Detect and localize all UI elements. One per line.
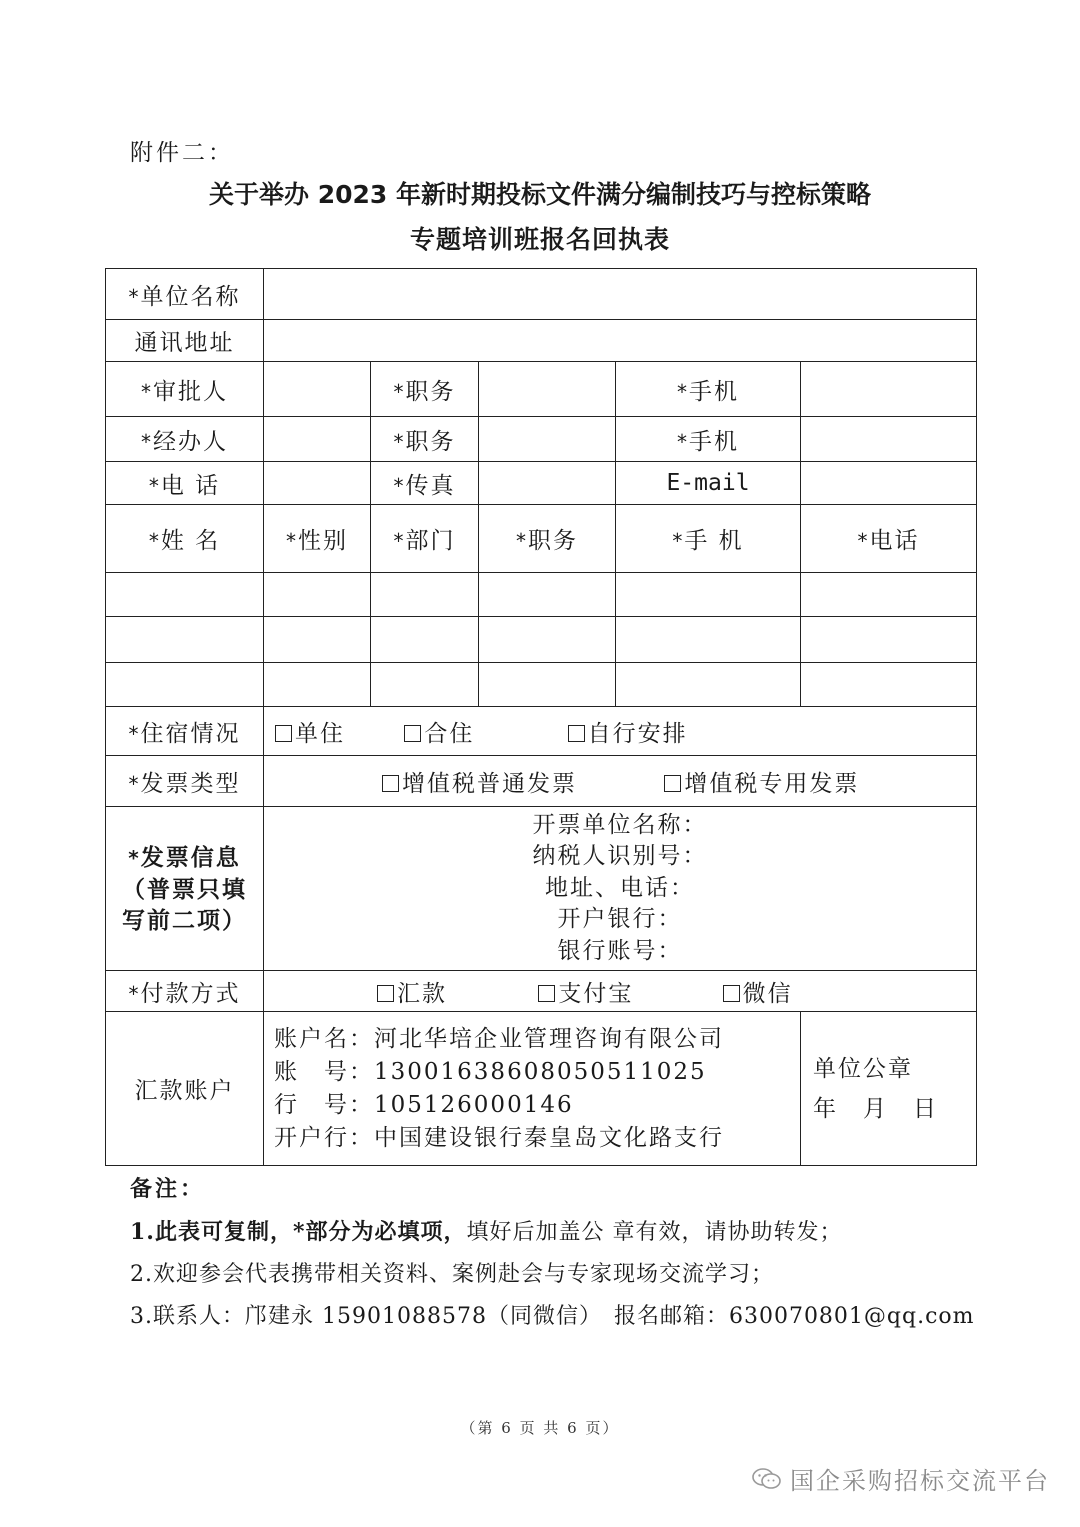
- wechat-icon: [752, 1467, 782, 1491]
- notes-section: [130, 1172, 975, 1338]
- invoice-info-note: （普票只填写前二项）: [122, 875, 247, 934]
- attendee-phone-cell[interactable]: [801, 663, 977, 707]
- seal-date: 年 月 日: [813, 1095, 938, 1122]
- attendee-gender-cell[interactable]: [264, 573, 371, 617]
- checkbox-icon[interactable]: [275, 725, 292, 742]
- address-field[interactable]: [264, 320, 977, 362]
- payment-option-wechat[interactable]: 微信: [723, 975, 793, 1008]
- invoice-field-address-phone[interactable]: 地址、电话：: [545, 874, 696, 901]
- approver-position-label: *职务: [371, 362, 479, 417]
- checkbox-icon[interactable]: [377, 985, 394, 1002]
- accommodation-options: [264, 707, 977, 756]
- invoice-info-label: *发票信息 （普票只填写前二项）: [106, 807, 264, 971]
- unit-name-label: *单位名称: [106, 269, 264, 320]
- unit-name-field[interactable]: [264, 269, 977, 320]
- approver-field[interactable]: [264, 362, 371, 417]
- row-unit-name: [106, 269, 977, 320]
- attendee-name-cell[interactable]: [106, 663, 264, 707]
- invoice-type-label: *发票类型: [106, 756, 264, 807]
- invoice-type-option-normal[interactable]: 增值税普通发票: [382, 765, 577, 798]
- attendee-mobile-cell[interactable]: [616, 617, 801, 663]
- seal-area[interactable]: [801, 1012, 977, 1166]
- attendee-name-header: *姓 名: [106, 505, 264, 573]
- accommodation-label: *住宿情况: [106, 707, 264, 756]
- approver-mobile-label: *手机: [616, 362, 801, 417]
- handler-position-field[interactable]: [479, 417, 616, 462]
- seal-label: 单位公章: [813, 1055, 913, 1082]
- remit-label: 汇款账户: [106, 1012, 264, 1166]
- row-remittance: [106, 1012, 977, 1166]
- attendee-header-row: [106, 505, 977, 573]
- checkbox-icon[interactable]: [664, 775, 681, 792]
- row-payment: [106, 971, 977, 1012]
- approver-position-field[interactable]: [479, 362, 616, 417]
- form-title-line1: 关于举办 2023 年新时期投标文件满分编制技巧与控标策略: [209, 180, 871, 209]
- handler-field[interactable]: [264, 417, 371, 462]
- checkbox-icon[interactable]: [382, 775, 399, 792]
- attendee-department-cell[interactable]: [371, 663, 479, 707]
- attendee-position-cell[interactable]: [479, 573, 616, 617]
- note-item-2: 2.欢迎参会代表携带相关资料、案例赴会与专家现场交流学习；: [130, 1262, 774, 1287]
- bank-account-name: 账户名：河北华培企业管理咨询有限公司: [274, 1025, 724, 1052]
- phone-label: *电 话: [106, 462, 264, 505]
- attendee-mobile-cell[interactable]: [616, 573, 801, 617]
- row-invoice-info: [106, 807, 977, 971]
- handler-mobile-field[interactable]: [801, 417, 977, 462]
- fax-label: *传真: [371, 462, 479, 505]
- handler-position-label: *职务: [371, 417, 479, 462]
- email-label: E-mail: [616, 462, 801, 505]
- address-label: 通讯地址: [106, 320, 264, 362]
- attendee-mobile-cell[interactable]: [616, 663, 801, 707]
- fax-field[interactable]: [479, 462, 616, 505]
- accommodation-option-self[interactable]: 自行安排: [568, 715, 688, 748]
- invoice-field-tax-id[interactable]: 纳税人识别号：: [532, 843, 708, 870]
- handler-label: *经办人: [106, 417, 264, 462]
- checkbox-icon[interactable]: [538, 985, 555, 1002]
- attendee-department-cell[interactable]: [371, 617, 479, 663]
- phone-field[interactable]: [264, 462, 371, 505]
- form-title-line2: 专题培训班报名回执表: [409, 225, 670, 254]
- invoice-type-option-special[interactable]: 增值税专用发票: [664, 765, 859, 798]
- attendee-name-cell[interactable]: [106, 573, 264, 617]
- attendee-gender-cell[interactable]: [264, 663, 371, 707]
- attendee-position-cell[interactable]: [479, 663, 616, 707]
- payment-option-transfer[interactable]: 汇款: [377, 975, 447, 1008]
- note-item-3: 3.联系人：邝建永 15901088578（同微信） 报名邮箱：630070801@qq.com: [130, 1304, 975, 1329]
- page-number: （第 6 页 共 6 页）: [460, 1419, 620, 1437]
- row-accommodation: [106, 707, 977, 756]
- invoice-info-fields: [264, 807, 977, 971]
- bank-branch: 开户行：中国建设银行秦皇岛文化路支行: [274, 1124, 724, 1151]
- checkbox-icon[interactable]: [404, 725, 421, 742]
- invoice-field-bank[interactable]: 开户银行：: [557, 906, 683, 933]
- attendee-row: [106, 663, 977, 707]
- attendee-gender-cell[interactable]: [264, 617, 371, 663]
- bank-account-number: 账 号：13001638608050511025: [274, 1058, 707, 1085]
- bank-code: 行 号：105126000146: [274, 1091, 574, 1118]
- attendee-gender-header: *性别: [264, 505, 371, 573]
- email-field[interactable]: [801, 462, 977, 505]
- attendee-phone-header: *电话: [801, 505, 977, 573]
- checkbox-icon[interactable]: [568, 725, 585, 742]
- row-approver: [106, 362, 977, 417]
- registration-form-table: [105, 268, 977, 1166]
- attendee-department-header: *部门: [371, 505, 479, 573]
- watermark: [752, 1461, 1050, 1496]
- attendee-position-cell[interactable]: [479, 617, 616, 663]
- accommodation-option-single[interactable]: 单住: [275, 715, 345, 748]
- row-invoice-type: [106, 756, 977, 807]
- bank-account-info: [264, 1012, 801, 1166]
- attendee-position-header: *职务: [479, 505, 616, 573]
- accommodation-option-shared[interactable]: 合住: [404, 715, 474, 748]
- attendee-phone-cell[interactable]: [801, 573, 977, 617]
- row-address: [106, 320, 977, 362]
- approver-label: *审批人: [106, 362, 264, 417]
- handler-mobile-label: *手机: [616, 417, 801, 462]
- invoice-field-unit-name[interactable]: 开票单位名称：: [532, 811, 708, 838]
- annex-label: 附件二：: [130, 140, 234, 166]
- invoice-type-options: [264, 756, 977, 807]
- payment-label: *付款方式: [106, 971, 264, 1012]
- payment-option-alipay[interactable]: 支付宝: [538, 975, 633, 1008]
- watermark-text: 国企采购招标交流平台: [790, 1467, 1050, 1495]
- invoice-field-account[interactable]: 银行账号：: [557, 937, 683, 964]
- attendee-row: [106, 617, 977, 663]
- attendee-phone-cell[interactable]: [801, 617, 977, 663]
- note-item-1: 1.此表可复制，*部分为必填项，填好后加盖公 章有效，请协助转发；: [130, 1219, 843, 1245]
- notes-title: 备注：: [130, 1176, 206, 1202]
- attendee-row: [106, 573, 977, 617]
- approver-mobile-field[interactable]: [801, 362, 977, 417]
- attendee-mobile-header: *手 机: [616, 505, 801, 573]
- row-handler: [106, 417, 977, 462]
- payment-options: [264, 971, 977, 1012]
- checkbox-icon[interactable]: [723, 985, 740, 1002]
- attendee-name-cell[interactable]: [106, 617, 264, 663]
- row-phone: [106, 462, 977, 505]
- attendee-department-cell[interactable]: [371, 573, 479, 617]
